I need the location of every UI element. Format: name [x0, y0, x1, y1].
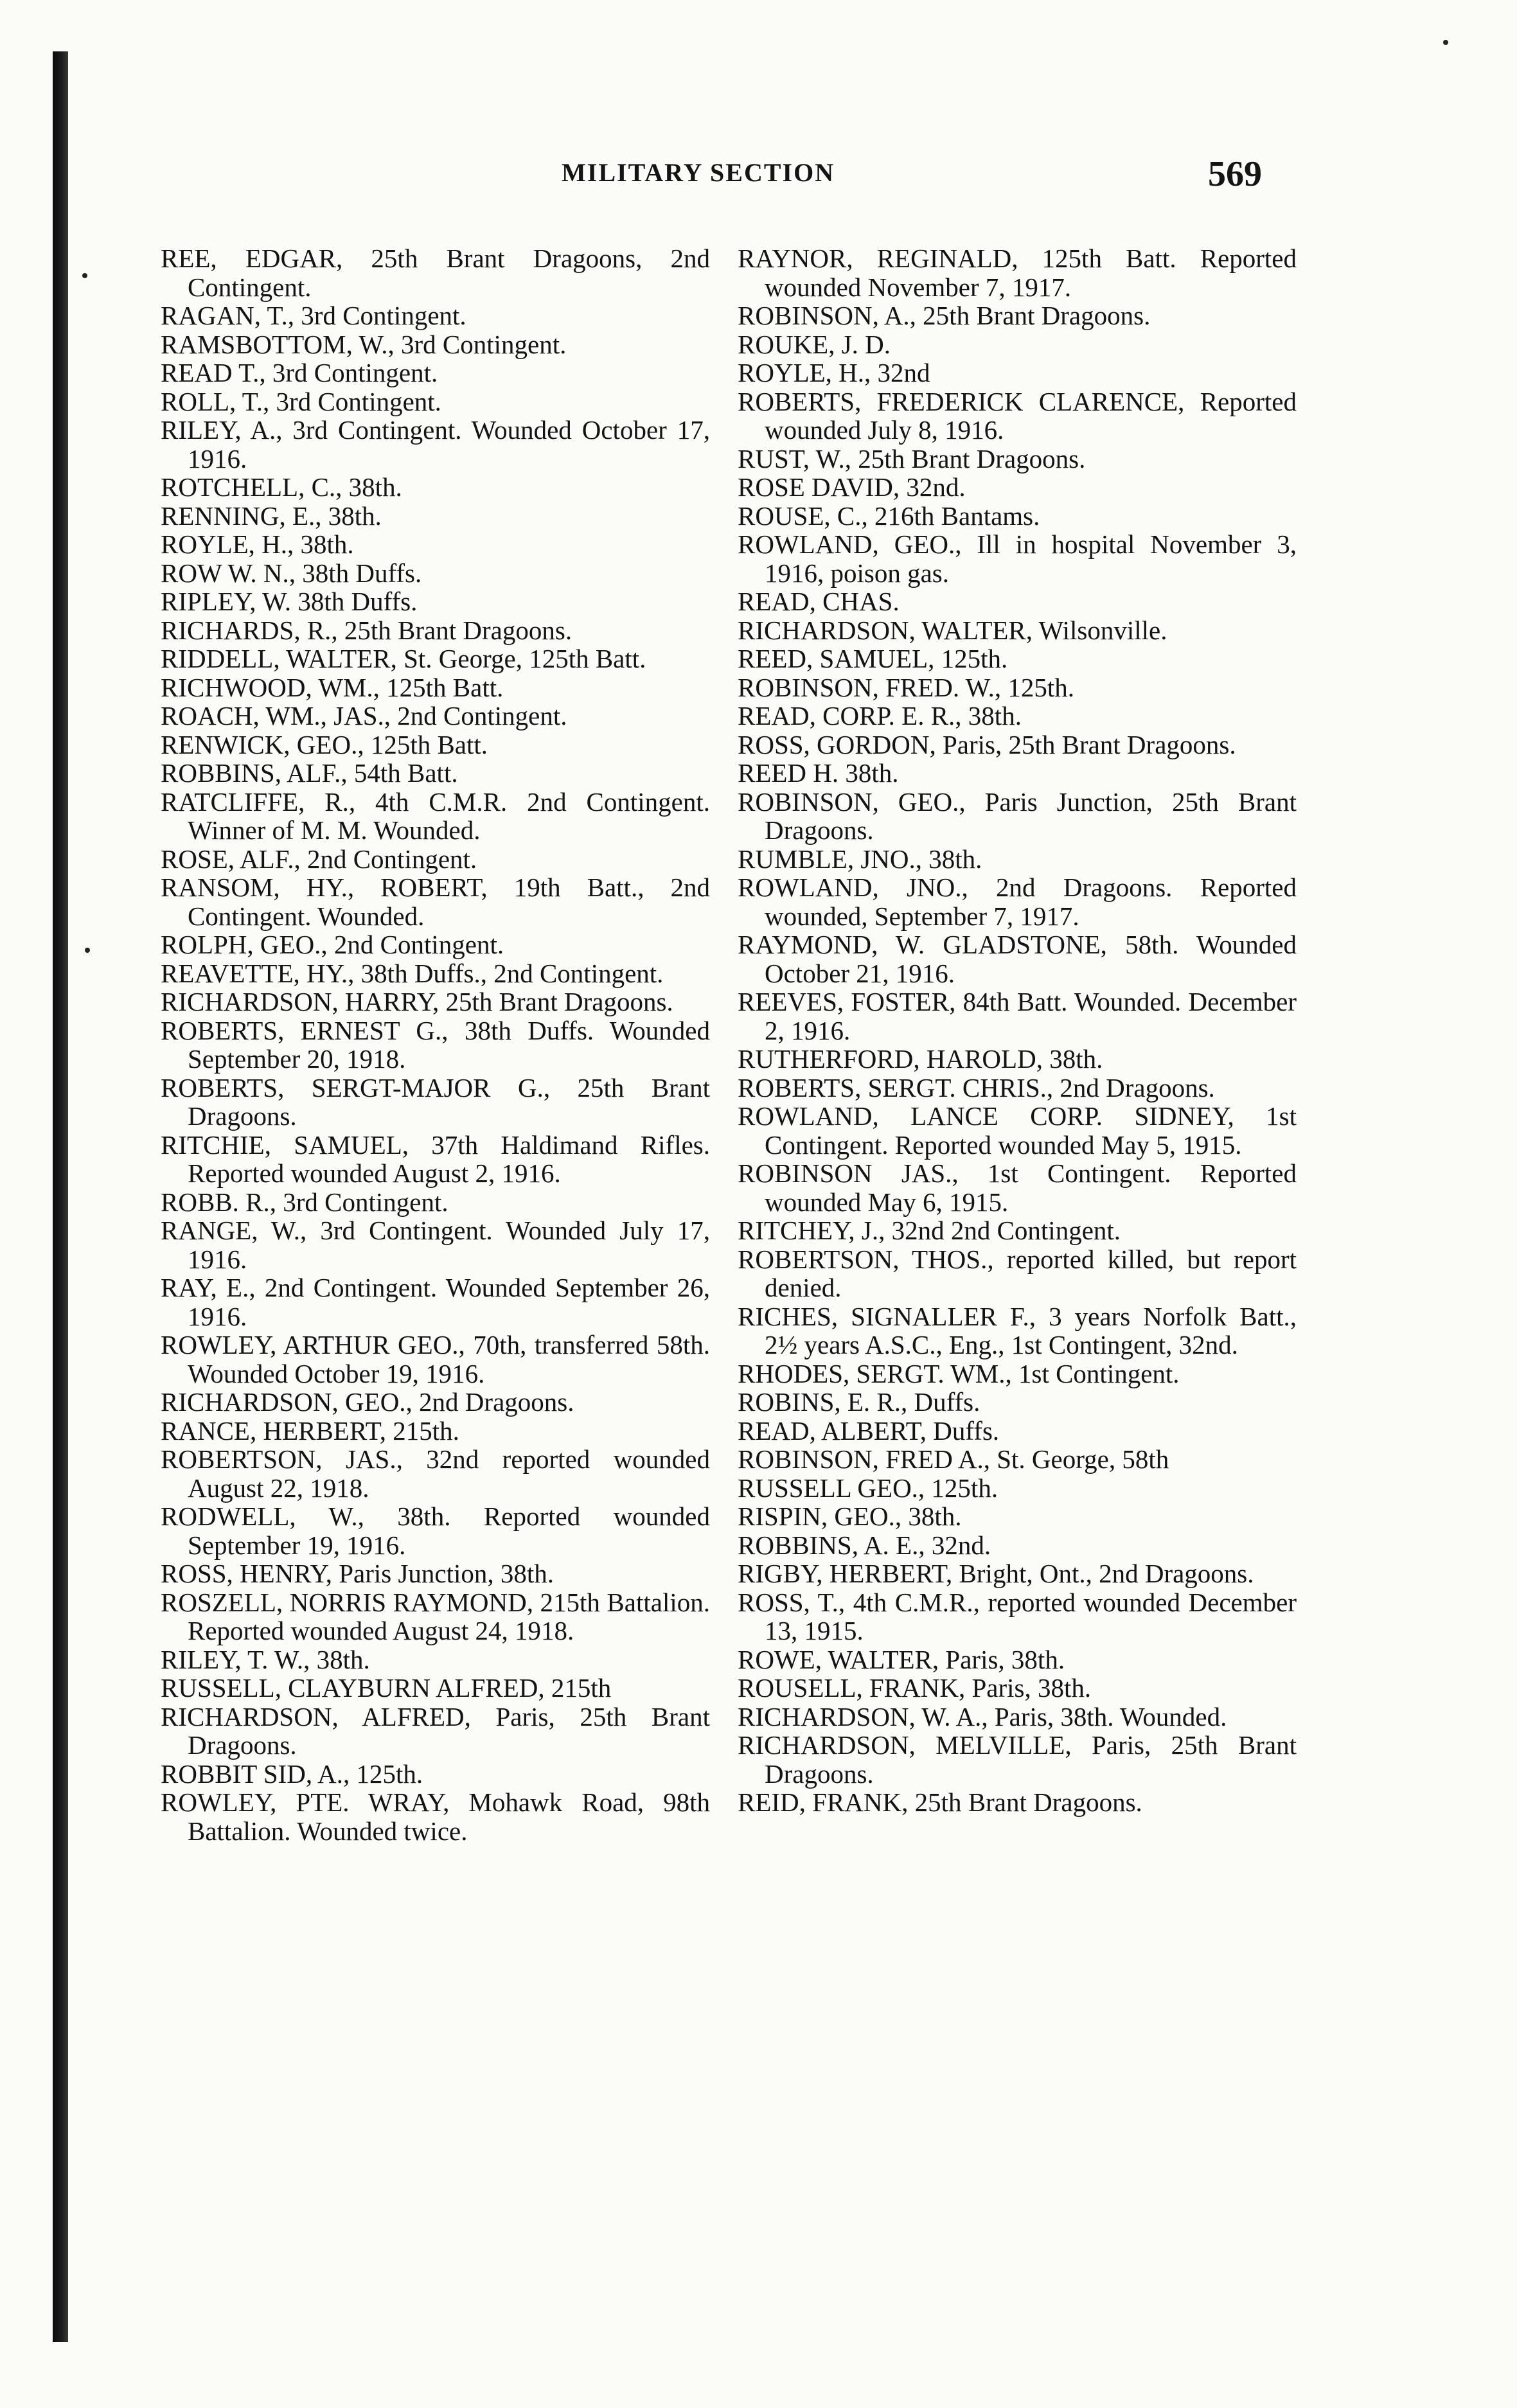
list-item: RIDDELL, WALTER, St. George, 125th Batt.: [161, 644, 646, 673]
list-item: ROBINSON JAS., 1st Contingent. Reported wounded May 6, 1915.: [738, 1158, 1297, 1217]
list-item: RIGBY, HERBERT, Bright, Ont., 2nd Dragoons.: [738, 1559, 1254, 1588]
scan-speck: [85, 948, 90, 953]
list-item: ROBINSON, GEO., Paris Junction, 25th Brant Dragoons.: [738, 786, 1297, 845]
list-item: ROACH, WM., JAS., 2nd Contingent.: [161, 701, 567, 730]
list-item: READ, CORP. E. R., 38th.: [738, 701, 1022, 730]
list-item: REED, SAMUEL, 125th.: [738, 644, 1008, 673]
list-item: READ, CHAS.: [738, 587, 900, 616]
left-column: [161, 244, 710, 1845]
list-item: ROBINS, E. R., Duffs.: [738, 1387, 980, 1417]
list-item: RUTHERFORD, HAROLD, 38th.: [738, 1044, 1103, 1074]
list-item: RAYNOR, REGINALD, 125th Batt. Reported wounded November 7, 1917.: [738, 243, 1297, 302]
list-item: ROUSE, C., 216th Bantams.: [738, 500, 1040, 531]
list-item: RHODES, SERGT. WM., 1st Contingent.: [738, 1358, 1180, 1388]
list-item: ROBERTS, ERNEST G., 38th Duffs. Wounded September 20, 1918.: [161, 1015, 710, 1074]
list-item: ROLPH, GEO., 2nd Contingent.: [161, 930, 504, 959]
page-number: 569: [1208, 154, 1262, 194]
list-item: ROSZELL, NORRIS RAYMOND, 215th Battalion. Reported wounded August 24, 1918.: [161, 1587, 710, 1645]
list-item: RUMBLE, JNO., 38th.: [738, 844, 982, 874]
page-header: [0, 154, 1517, 202]
list-item: ROUKE, J. D.: [738, 329, 891, 359]
list-item: RICHARDSON, GEO., 2nd Dragoons.: [161, 1387, 574, 1417]
scan-edge-shadow: [53, 51, 68, 2342]
list-item: ROBINSON, FRED. W., 125th.: [738, 672, 1074, 702]
list-item: RITCHEY, J., 32nd 2nd Contingent.: [738, 1216, 1121, 1245]
list-item: ROWLAND, GEO., Ill in hospital November 3, 1916, poison gas.: [738, 529, 1297, 588]
list-item: ROBINSON, A., 25th Brant Dragoons.: [738, 301, 1151, 330]
list-item: ROUSELL, FRANK, Paris, 38th.: [738, 1673, 1092, 1703]
list-item: ROWLAND, JNO., 2nd Dragoons. Reported wounded, September 7, 1917.: [738, 872, 1297, 931]
list-item: REID, FRANK, 25th Brant Dragoons.: [738, 1787, 1142, 1817]
list-item: RICHARDS, R., 25th Brant Dragoons.: [161, 615, 572, 645]
scan-speck: [1443, 40, 1448, 45]
list-item: ROBBINS, A. E., 32nd.: [738, 1530, 991, 1560]
list-item: RANSOM, HY., ROBERT, 19th Batt., 2nd Contingent. Wounded.: [161, 872, 710, 931]
list-item: RODWELL, W., 38th. Reported wounded September 19, 1916.: [161, 1501, 710, 1560]
list-item: ROBINSON, FRED A., St. George, 58th: [738, 1444, 1169, 1474]
list-item: REAVETTE, HY., 38th Duffs., 2nd Contingent.: [161, 958, 664, 988]
list-item: ROBBIT SID, A., 125th.: [161, 1758, 423, 1789]
list-item: RANCE, HERBERT, 215th.: [161, 1415, 459, 1446]
list-item: ROBERTSON, THOS., reported killed, but report denied.: [738, 1244, 1297, 1302]
list-item: READ T., 3rd Contingent.: [161, 358, 438, 387]
list-item: ROWLEY, PTE. WRAY, Mohawk Road, 98th Battalion. Wounded twice.: [161, 1787, 710, 1846]
list-item: ROSE DAVID, 32nd.: [738, 472, 966, 502]
list-item: ROYLE, H., 32nd: [738, 358, 930, 387]
list-item: RILEY, A., 3rd Contingent. Wounded October 17, 1916.: [161, 415, 710, 474]
list-item: RAYMOND, W. GLADSTONE, 58th. Wounded October 21, 1916.: [738, 930, 1297, 988]
list-item: RISPIN, GEO., 38th.: [738, 1501, 962, 1531]
list-item: ROSS, GORDON, Paris, 25th Brant Dragoons.: [738, 729, 1236, 759]
list-item: ROBERTS, FREDERICK CLARENCE, Reported wounded July 8, 1916.: [738, 386, 1297, 445]
list-item: RICHES, SIGNALLER F., 3 years Norfolk Batt., 2½ years A.S.C., Eng., 1st Contingent, 32nd.: [738, 1301, 1297, 1359]
list-item: ROYLE, H., 38th.: [161, 529, 354, 559]
list-item: RANGE, W., 3rd Contingent. Wounded July 17, 1916.: [161, 1216, 710, 1274]
list-item: RITCHIE, SAMUEL, 37th Haldimand Rifles. Reported wounded August 2, 1916.: [161, 1129, 710, 1188]
list-item: RICHWOOD, WM., 125th Batt.: [161, 672, 504, 702]
list-item: ROW W. N., 38th Duffs.: [161, 558, 422, 588]
list-item: RAMSBOTTOM, W., 3rd Contingent.: [161, 329, 567, 359]
list-item: RICHARDSON, MELVILLE, Paris, 25th Brant Dragoons.: [738, 1730, 1297, 1789]
list-item: ROBERTSON, JAS., 32nd reported wounded August 22, 1918.: [161, 1444, 710, 1503]
list-item: REEVES, FOSTER, 84th Batt. Wounded. December 2, 1916.: [738, 987, 1297, 1045]
scan-speck: [82, 273, 87, 278]
list-item: ROSS, T., 4th C.M.R., reported wounded December 13, 1915.: [738, 1587, 1297, 1645]
list-item: ROSE, ALF., 2nd Contingent.: [161, 844, 477, 874]
list-item: RATCLIFFE, R., 4th C.M.R. 2nd Contingent. Winner of M. M. Wounded.: [161, 786, 710, 845]
list-item: RAY, E., 2nd Contingent. Wounded September 26, 1916.: [161, 1273, 710, 1331]
list-item: RICHARDSON, ALFRED, Paris, 25th Brant Dragoons.: [161, 1701, 710, 1760]
list-item: RICHARDSON, WALTER, Wilsonville.: [738, 615, 1167, 645]
list-item: ROBERTS, SERGT. CHRIS., 2nd Dragoons.: [738, 1072, 1215, 1102]
right-column: [738, 244, 1297, 1817]
list-item: ROTCHELL, C., 38th.: [161, 472, 402, 502]
list-item: ROSS, HENRY, Paris Junction, 38th.: [161, 1559, 554, 1588]
list-item: RUSSELL, CLAYBURN ALFRED, 215th: [161, 1673, 612, 1703]
list-item: ROBBINS, ALF., 54th Batt.: [161, 758, 458, 788]
list-item: REED H. 38th.: [738, 758, 899, 788]
list-item: ROLL, T., 3rd Contingent.: [161, 386, 441, 416]
list-item: RUSSELL GEO., 125th.: [738, 1473, 998, 1503]
list-item: RAGAN, T., 3rd Contingent.: [161, 301, 466, 330]
list-item: REE, EDGAR, 25th Brant Dragoons, 2nd Contingent.: [161, 243, 710, 302]
list-item: ROBERTS, SERGT-MAJOR G., 25th Brant Dragoons.: [161, 1072, 710, 1131]
list-item: ROWLAND, LANCE CORP. SIDNEY, 1st Contingent. Reported wounded May 5, 1915.: [738, 1101, 1297, 1160]
list-item: RICHARDSON, W. A., Paris, 38th. Wounded.: [738, 1701, 1227, 1731]
list-item: ROWE, WALTER, Paris, 38th.: [738, 1644, 1065, 1674]
list-item: RILEY, T. W., 38th.: [161, 1644, 370, 1674]
running-head: MILITARY SECTION: [562, 158, 835, 187]
list-item: ROBB. R., 3rd Contingent.: [161, 1187, 448, 1217]
list-item: READ, ALBERT, Duffs.: [738, 1415, 1000, 1446]
list-item: RENNING, E., 38th.: [161, 500, 382, 531]
list-item: ROWLEY, ARTHUR GEO., 70th, transferred 58th. Wounded October 19, 1916.: [161, 1330, 710, 1388]
list-item: RUST, W., 25th Brant Dragoons.: [738, 443, 1086, 474]
list-item: RIPLEY, W. 38th Duffs.: [161, 587, 418, 616]
list-item: RICHARDSON, HARRY, 25th Brant Dragoons.: [161, 987, 673, 1016]
list-item: RENWICK, GEO., 125th Batt.: [161, 729, 488, 759]
